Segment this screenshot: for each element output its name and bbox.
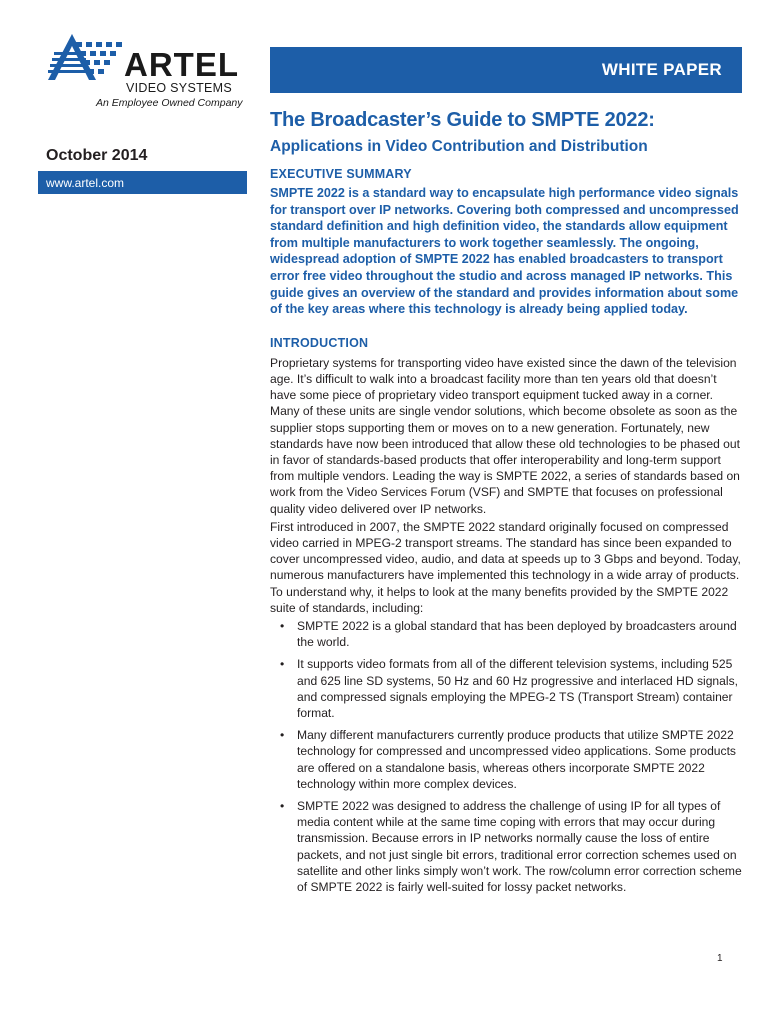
list-item-text: SMPTE 2022 was designed to address the challenge of using IP for all types of media content while at the same time coping with errors that may occur during transmission. Because errors in IP networks normally cause the loss of entire packets, and not just single bit errors, traditional error correction schemes used on satellite and other links simply won’t work. The row/column error correction scheme of SMPTE 2022 is fairly well-suited for lossy packet networks.: [297, 799, 742, 895]
page-number: 1: [717, 953, 723, 964]
list-item: [270, 798, 742, 895]
bullet-icon: •: [280, 657, 285, 672]
benefits-list: [270, 618, 742, 895]
artel-logo: [46, 32, 246, 112]
executive-summary-heading: EXECUTIVE SUMMARY: [270, 167, 412, 181]
logo-tagline: An Employee Owned Company: [96, 97, 243, 109]
banner-label: WHITE PAPER: [601, 60, 722, 79]
website-bar: [38, 171, 247, 194]
page-subtitle: Applications in Video Contribution and Distribution: [270, 138, 648, 155]
artel-logo-mark-icon: [46, 34, 126, 84]
introduction-paragraph: Proprietary systems for transporting video have existed since the dawn of the television age. It’s difficult to walk into a broadcast facility more than ten years old that doesn’t have some piece of proprietary video transport equipment tucked away in a corner. Many of these units are single vendor solutions, which become obsolete as soon as the supplier stops supporting them or moves on to a new generation. Fortunately, new standards have now been introduced that allow these old technologies to be phased out in favor of standards-based products that offer interoperability and long-term support from multiple vendors. Leading the way is SMPTE 2022, a series of standards based on work from the Video Services Forum (VSF) and SMPTE that focuses on professional quality video delivered over IP networks.: [270, 355, 740, 516]
logo-subtitle: VIDEO SYSTEMS: [126, 81, 233, 95]
list-item: [270, 656, 742, 721]
list-item-text: Many different manufacturers currently produce products that utilize SMPTE 2022 technology for compressed and uncompressed video applications. Some products are offered on a standalone basis, whereas others incorporate SMPTE 2022 technology within more complex devices.: [297, 728, 736, 791]
introduction-paragraph: First introduced in 2007, the SMPTE 2022 standard originally focused on compressed video carried in MPEG-2 transport streams. The standard has since been expanded to cover uncompressed video, audio, and data at speeds up to 3 Gbps and beyond. Today, numerous manufacturers have implemented this technology in a wide array of products. To understand why, it helps to look at the many benefits provided by the SMPTE 2022 suite of standards, including:: [270, 519, 741, 615]
website-link[interactable]: www.artel.com: [46, 176, 125, 190]
list-item: [270, 618, 742, 650]
white-paper-banner: [270, 47, 742, 93]
page-title: The Broadcaster’s Guide to SMPTE 2022:: [270, 109, 655, 131]
executive-summary-text: SMPTE 2022 is a standard way to encapsulate high performance video signals for transport over IP networks. Covering both compressed and uncompressed standard definition and high definition video, the standards allow equipment from multiple manufacturers to work together seamlessly. The ongoing, widespread adoption of SMPTE 2022 has enabled broadcasters to transport error free video throughout the studio and across managed IP networks. This guide gives an overview of the standard and provides information about some of the key areas where this technology is already being applied today.: [270, 186, 739, 317]
list-item-text: It supports video formats from all of the different television systems, including 525 and 625 line SD systems, 50 Hz and 60 Hz progressive and interlaced HD signals, and compressed signals employing the MPEG-2 TS (Transport Stream) container format.: [297, 657, 738, 721]
list-item-text: SMPTE 2022 is a global standard that has been deployed by broadcasters around the world.: [297, 619, 737, 650]
bullet-icon: •: [280, 619, 285, 633]
main-content: [270, 108, 742, 901]
publication-date: October 2014: [46, 147, 148, 164]
introduction-heading: INTRODUCTION: [270, 335, 369, 350]
bullet-icon: •: [280, 799, 285, 814]
logo-company-name: ARTEL: [124, 46, 239, 83]
bullet-icon: •: [280, 728, 285, 743]
list-item: [270, 727, 742, 792]
introduction-body: [270, 355, 742, 896]
